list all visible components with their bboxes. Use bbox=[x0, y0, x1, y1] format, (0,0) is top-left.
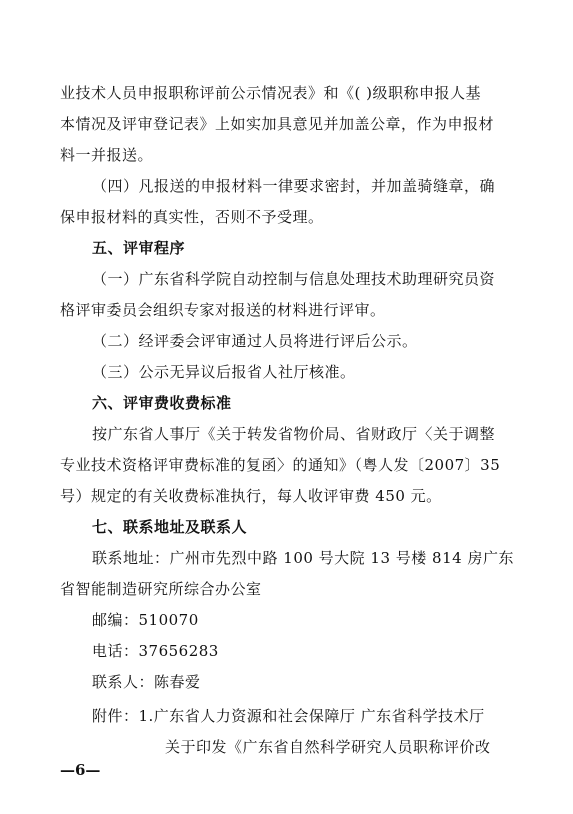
contact-address: 联系地址：广州市先烈中路 100 号大院 13 号楼 814 房广东 bbox=[92, 549, 514, 567]
text-line-continuation-3: 料一并报送。 bbox=[60, 146, 154, 164]
section-heading-7: 七、联系地址及联系人 bbox=[92, 518, 248, 536]
contact-person: 联系人：陈春爱 bbox=[92, 673, 201, 691]
section-5-item-2: （二）经评委会评审通过人员将进行评后公示。 bbox=[92, 332, 418, 350]
contact-phone: 电话：37656283 bbox=[92, 642, 219, 660]
section-heading-5: 五、评审程序 bbox=[92, 239, 186, 257]
section-6-text-3: 号）规定的有关收费标准执行，每人收评审费 450 元。 bbox=[60, 487, 442, 505]
section-heading-6: 六、评审费收费标准 bbox=[92, 394, 232, 412]
paragraph-item-4: （四）凡报送的申报材料一律要求密封，并加盖骑缝章，确 bbox=[92, 177, 496, 195]
text-line-continuation-1: 业技术人员申报职称评前公示情况表》和《( )级职称申报人基 bbox=[60, 84, 481, 102]
page-number: —6— bbox=[60, 761, 101, 779]
text-line-continuation-2: 本情况及评审登记表》上如实加具意见并加盖公章，作为申报材 bbox=[60, 115, 495, 133]
section-5-item-1-cont: 格评审委员会组织专家对报送的材料进行评审。 bbox=[60, 301, 386, 319]
paragraph-item-4-cont: 保申报材料的真实性，否则不予受理。 bbox=[60, 208, 324, 226]
section-5-item-1: （一）广东省科学院自动控制与信息处理技术助理研究员资 bbox=[92, 270, 496, 288]
section-6-text-1: 按广东省人事厅《关于转发省物价局、省财政厅〈关于调整 bbox=[92, 425, 496, 443]
section-5-item-3: （三）公示无异议后报省人社厅核准。 bbox=[92, 363, 356, 381]
section-6-text-2: 专业技术资格评审费标准的复函〉的通知》（粤人发〔2007〕35 bbox=[60, 456, 501, 474]
attachment-line-1: 附件：1.广东省人力资源和社会保障厅 广东省科学技术厅 bbox=[92, 707, 485, 725]
contact-postcode: 邮编：510070 bbox=[92, 611, 199, 629]
contact-address-cont: 省智能制造研究所综合办公室 bbox=[60, 580, 262, 598]
attachment-line-2: 关于印发《广东省自然科学研究人员职称评价改 bbox=[165, 738, 491, 756]
